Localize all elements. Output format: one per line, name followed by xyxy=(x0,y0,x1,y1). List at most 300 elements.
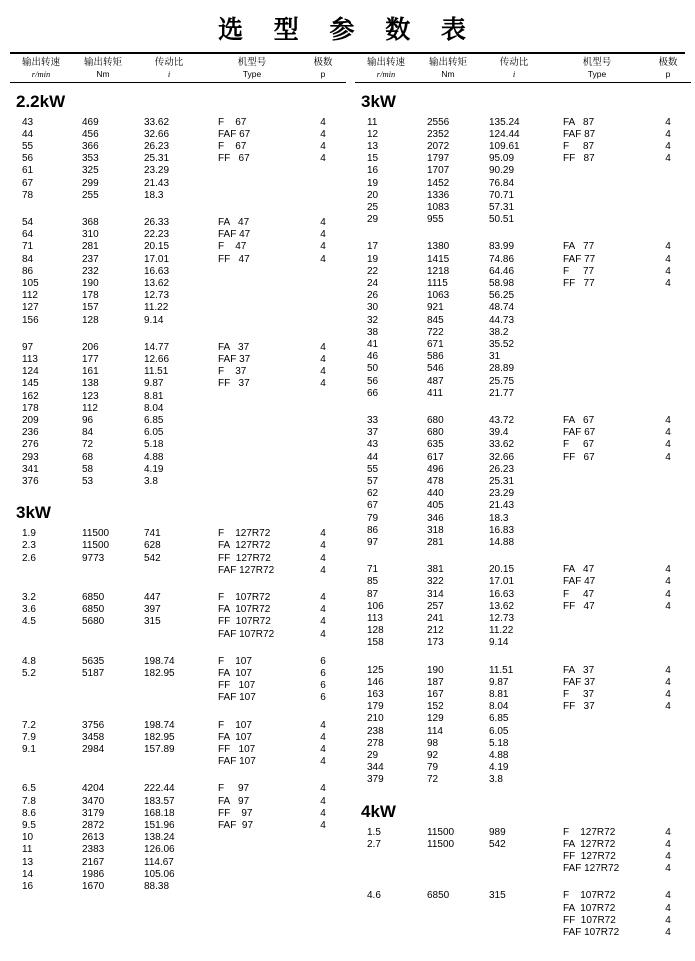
cell-poles: 4 xyxy=(665,128,671,140)
right-column xyxy=(355,54,691,945)
cell-output-torque: 237 xyxy=(82,253,99,265)
cell-output-speed: 124 xyxy=(22,366,39,378)
cell-output-speed: 13 xyxy=(367,140,379,152)
cell-output-torque: 92 xyxy=(427,750,439,762)
left-column xyxy=(10,54,346,945)
cell-poles xyxy=(645,537,691,549)
table-row xyxy=(355,464,691,476)
cell-ratio: 12.73 xyxy=(144,290,170,302)
cell-output-speed: 16 xyxy=(22,881,34,893)
cell-poles xyxy=(300,452,346,464)
cell-poles: 4 xyxy=(665,277,671,289)
cell-poles: 4 xyxy=(665,689,671,701)
cell-output-torque xyxy=(417,863,479,875)
cell-poles xyxy=(645,190,691,202)
cell-type: FAF 67 xyxy=(218,128,251,140)
cell-output-torque: 353 xyxy=(82,153,99,165)
cell-output-torque: 1218 xyxy=(427,265,450,277)
cell-output-torque: 2167 xyxy=(82,856,105,868)
table-row xyxy=(10,668,346,680)
cell-poles xyxy=(645,351,691,363)
cell-type: FF 107R72 xyxy=(218,616,271,628)
cell-ratio: 17.01 xyxy=(489,576,515,588)
cell-output-speed: 71 xyxy=(367,564,379,576)
cell-output-speed: 22 xyxy=(367,265,379,277)
cell-ratio: 6.05 xyxy=(144,427,164,439)
cell-output-torque: 3756 xyxy=(82,719,105,731)
table-row xyxy=(10,528,346,540)
cell-type: FA 87 xyxy=(563,116,595,128)
table-row xyxy=(355,576,691,588)
cell-ratio: 50.51 xyxy=(489,214,515,226)
cell-output-torque: 96 xyxy=(82,414,94,426)
cell-type xyxy=(549,525,645,537)
table-row xyxy=(10,744,346,756)
cell-type xyxy=(549,537,645,549)
cell-output-torque: 4204 xyxy=(82,783,105,795)
table-row xyxy=(355,129,691,141)
cell-ratio: 33.62 xyxy=(144,116,170,128)
spec-block xyxy=(10,342,346,494)
header-poles: 极数 p xyxy=(658,57,678,79)
cell-output-speed: 54 xyxy=(22,216,34,228)
cell-output-speed: 9.5 xyxy=(22,820,36,832)
cell-poles xyxy=(300,165,346,177)
header-output-torque: 输出转矩 Nm xyxy=(83,57,122,79)
cell-poles: 4 xyxy=(665,116,671,128)
cell-output-speed: 106 xyxy=(367,600,384,612)
cell-output-torque: 1063 xyxy=(427,290,450,302)
table-row xyxy=(10,178,346,190)
cell-output-torque: 635 xyxy=(427,439,444,451)
table-row xyxy=(10,302,346,314)
cell-poles: 4 xyxy=(320,744,326,756)
table-row xyxy=(355,762,691,774)
cell-output-speed: 113 xyxy=(367,613,383,625)
block-spacer xyxy=(10,711,346,720)
cell-output-speed: 2.3 xyxy=(22,540,36,552)
table-row xyxy=(355,513,691,525)
cell-output-torque: 123 xyxy=(82,390,99,402)
cell-output-torque: 98 xyxy=(427,737,439,749)
cell-output-speed: 7.8 xyxy=(22,795,36,807)
cell-poles: 4 xyxy=(665,265,671,277)
cell-ratio: 3.8 xyxy=(489,774,503,786)
cell-output-speed: 50 xyxy=(367,363,379,375)
cell-output-torque: 187 xyxy=(427,676,444,688)
cell-ratio: 12.66 xyxy=(144,353,170,365)
table-row xyxy=(355,701,691,713)
cell-output-speed: 293 xyxy=(22,451,39,463)
spec-block xyxy=(355,415,691,555)
block-spacer xyxy=(10,774,346,783)
cell-poles: 4 xyxy=(665,676,671,688)
cell-output-torque: 314 xyxy=(427,588,444,600)
cell-type: F 107R72 xyxy=(218,592,271,603)
table-row xyxy=(355,525,691,537)
table-row xyxy=(10,290,346,302)
cell-type xyxy=(204,439,300,451)
cell-output-speed: 97 xyxy=(22,341,34,353)
cell-ratio: 44.73 xyxy=(489,314,515,326)
table-row xyxy=(10,153,346,165)
header-type: 机型号 Type xyxy=(582,57,612,79)
cell-type xyxy=(549,476,645,488)
cell-output-torque: 173 xyxy=(427,637,444,649)
cell-type xyxy=(204,315,300,327)
cell-poles xyxy=(645,738,691,750)
table-row xyxy=(10,808,346,820)
cell-type: FF 107 xyxy=(218,680,256,692)
cell-poles: 4 xyxy=(665,890,671,902)
cell-poles xyxy=(300,290,346,302)
cell-poles: 4 xyxy=(320,353,326,365)
cell-type: F 97 xyxy=(218,783,250,795)
cell-ratio: 157.89 xyxy=(144,744,175,756)
table-row xyxy=(10,342,346,354)
cell-type: FA 107R72 xyxy=(563,902,616,914)
cell-output-torque: 3470 xyxy=(82,795,105,807)
cell-output-torque: 11500 xyxy=(82,540,110,552)
cell-output-speed: 86 xyxy=(22,265,34,277)
cell-poles: 4 xyxy=(320,628,326,640)
cell-poles: 6 xyxy=(320,692,326,704)
cell-output-speed: 10 xyxy=(22,832,34,844)
cell-output-speed: 78 xyxy=(22,189,34,201)
cell-type: F 47 xyxy=(218,241,247,253)
cell-output-speed: 57 xyxy=(367,475,379,487)
table-row xyxy=(10,129,346,141)
cell-ratio: 741 xyxy=(144,528,161,540)
cell-output-speed: 33 xyxy=(367,414,379,426)
cell-output-torque: 2556 xyxy=(427,116,450,128)
cell-poles: 4 xyxy=(665,576,671,588)
cell-poles xyxy=(300,278,346,290)
header-output-speed: 输出转速 r/min xyxy=(21,57,60,79)
cell-poles: 4 xyxy=(665,863,671,875)
cell-output-speed: 344 xyxy=(367,762,384,774)
power-group-title: 3kW xyxy=(16,503,51,523)
cell-output-torque: 11500 xyxy=(427,826,455,838)
cell-output-speed: 16 xyxy=(367,165,379,177)
cell-poles: 4 xyxy=(320,528,326,540)
cell-poles xyxy=(645,464,691,476)
cell-output-torque: 955 xyxy=(427,214,444,226)
cell-ratio xyxy=(479,851,549,863)
cell-ratio: 11.51 xyxy=(144,366,169,378)
cell-ratio: 542 xyxy=(144,552,161,564)
cell-output-speed: 43 xyxy=(22,116,34,128)
cell-output-speed xyxy=(10,756,72,768)
table-row xyxy=(355,415,691,427)
cell-type: FF 107 xyxy=(218,744,256,756)
cell-output-speed: 276 xyxy=(22,439,39,451)
cell-poles xyxy=(645,488,691,500)
table-row xyxy=(355,117,691,129)
cell-type xyxy=(204,427,300,439)
cell-poles xyxy=(645,327,691,339)
cell-output-torque: 161 xyxy=(82,366,99,378)
cell-type: FAF 77 xyxy=(563,253,596,265)
cell-type: FAF 47 xyxy=(563,576,596,588)
cell-poles xyxy=(645,774,691,786)
cell-poles xyxy=(645,388,691,400)
cell-type xyxy=(549,290,645,302)
cell-ratio: 109.61 xyxy=(489,140,520,152)
table-row xyxy=(355,363,691,375)
cell-ratio: 70.71 xyxy=(489,189,515,201)
table-row xyxy=(10,629,346,641)
cell-output-speed: 64 xyxy=(22,229,34,241)
table-row xyxy=(10,604,346,616)
table-row xyxy=(355,327,691,339)
cell-poles xyxy=(300,439,346,451)
cell-ratio: 64.46 xyxy=(489,265,515,277)
cell-output-torque: 167 xyxy=(427,689,444,701)
table-row xyxy=(10,141,346,153)
cell-poles: 4 xyxy=(320,216,326,228)
cell-output-torque: 232 xyxy=(82,265,99,277)
cell-output-torque xyxy=(72,565,134,577)
cell-output-speed: 156 xyxy=(22,314,39,326)
cell-poles: 4 xyxy=(665,826,671,838)
cell-poles xyxy=(300,403,346,415)
spec-block xyxy=(10,528,346,583)
cell-type: F 67 xyxy=(218,140,247,152)
cell-type xyxy=(204,832,300,844)
cell-type xyxy=(549,302,645,314)
cell-type xyxy=(549,190,645,202)
cell-ratio: 8.04 xyxy=(144,402,164,414)
cell-poles xyxy=(645,762,691,774)
table-row xyxy=(355,427,691,439)
cell-type xyxy=(204,302,300,314)
table-row xyxy=(10,881,346,893)
cell-output-torque: 366 xyxy=(82,140,99,152)
power-group-title: 2.2kW xyxy=(16,91,66,111)
table-row xyxy=(355,613,691,625)
cell-output-torque: 79 xyxy=(427,762,439,774)
cell-output-torque: 2072 xyxy=(427,140,450,152)
cell-ratio: 11.51 xyxy=(489,664,514,676)
cell-type xyxy=(549,726,645,738)
cell-type xyxy=(204,266,300,278)
cell-type xyxy=(204,165,300,177)
cell-type: FA 127R72 xyxy=(563,838,616,850)
cell-output-speed: 112 xyxy=(22,290,38,302)
cell-type: FAF 107 xyxy=(218,692,256,704)
cell-type: FF 87 xyxy=(563,153,595,165)
cell-type xyxy=(549,315,645,327)
table-row xyxy=(355,537,691,549)
cell-ratio: 74.86 xyxy=(489,253,515,265)
cell-output-torque: 1986 xyxy=(82,868,105,880)
block-spacer xyxy=(10,583,346,592)
cell-poles: 4 xyxy=(320,552,326,564)
cell-output-torque: 845 xyxy=(427,314,444,326)
cell-output-torque: 680 xyxy=(427,427,444,439)
cell-type: FA 47 xyxy=(218,216,250,228)
cell-poles: 4 xyxy=(320,616,326,628)
table-row xyxy=(355,726,691,738)
cell-output-torque: 1797 xyxy=(427,153,450,165)
cell-output-torque: 3458 xyxy=(82,731,105,743)
table-row xyxy=(355,827,691,839)
spec-block xyxy=(355,117,691,233)
cell-type: F 107R72 xyxy=(563,890,616,902)
cell-type xyxy=(549,713,645,725)
cell-type xyxy=(549,762,645,774)
cell-output-torque: 257 xyxy=(427,600,444,612)
cell-type xyxy=(204,391,300,403)
cell-output-speed xyxy=(355,915,417,927)
table-row xyxy=(10,415,346,427)
table-row xyxy=(10,439,346,451)
cell-output-speed xyxy=(10,565,72,577)
cell-ratio: 11.22 xyxy=(489,625,514,637)
cell-poles: 4 xyxy=(665,427,671,439)
cell-type xyxy=(549,613,645,625)
table-row xyxy=(355,476,691,488)
cell-ratio: 26.23 xyxy=(144,140,170,152)
spec-block xyxy=(355,827,691,882)
cell-type xyxy=(204,476,300,488)
cell-output-speed: 56 xyxy=(367,375,379,387)
cell-output-torque: 478 xyxy=(427,475,444,487)
cell-output-torque: 212 xyxy=(427,625,444,637)
left-table-header xyxy=(10,54,346,83)
table-row xyxy=(355,625,691,637)
cell-output-torque: 1380 xyxy=(427,241,450,253)
cell-ratio xyxy=(134,680,204,692)
table-row xyxy=(10,391,346,403)
cell-ratio: 6.85 xyxy=(489,713,509,725)
table-row xyxy=(10,190,346,202)
cell-poles xyxy=(300,391,346,403)
cell-output-torque: 487 xyxy=(427,375,444,387)
cell-ratio: 182.95 xyxy=(144,668,175,680)
cell-ratio: 83.99 xyxy=(489,241,515,253)
table-row xyxy=(10,857,346,869)
cell-poles xyxy=(645,363,691,375)
cell-output-speed: 5.2 xyxy=(22,668,36,680)
cell-poles: 4 xyxy=(320,341,326,353)
cell-output-torque: 671 xyxy=(427,338,444,350)
cell-output-torque: 11500 xyxy=(427,838,455,850)
cell-type xyxy=(549,513,645,525)
cell-poles: 4 xyxy=(320,241,326,253)
table-row xyxy=(10,783,346,795)
cell-output-speed: 86 xyxy=(367,524,379,536)
cell-poles xyxy=(645,513,691,525)
table-row xyxy=(355,903,691,915)
cell-ratio: 6.85 xyxy=(144,414,164,426)
cell-type: F 127R72 xyxy=(563,826,616,838)
cell-ratio: 32.66 xyxy=(144,128,170,140)
cell-poles: 4 xyxy=(665,414,671,426)
cell-output-speed: 20 xyxy=(367,189,379,201)
cell-poles: 4 xyxy=(665,588,671,600)
cell-output-torque: 1707 xyxy=(427,165,450,177)
cell-output-speed: 3.6 xyxy=(22,604,36,616)
cell-output-torque: 405 xyxy=(427,500,444,512)
cell-output-torque: 680 xyxy=(427,414,444,426)
table-row xyxy=(10,692,346,704)
cell-output-torque xyxy=(72,692,134,704)
cell-output-speed: 163 xyxy=(367,689,384,701)
cell-poles xyxy=(645,178,691,190)
cell-output-speed: 56 xyxy=(22,153,34,165)
table-row xyxy=(355,863,691,875)
spec-block xyxy=(10,720,346,775)
cell-output-torque: 496 xyxy=(427,463,444,475)
cell-poles: 4 xyxy=(320,795,326,807)
cell-output-torque: 255 xyxy=(82,189,99,201)
table-row xyxy=(355,302,691,314)
cell-output-torque: 128 xyxy=(82,314,99,326)
spec-block xyxy=(10,783,346,899)
cell-ratio: 4.19 xyxy=(489,762,509,774)
cell-output-torque: 546 xyxy=(427,363,444,375)
cell-output-speed: 3.2 xyxy=(22,592,36,603)
table-row xyxy=(10,820,346,832)
cell-type: F 127R72 xyxy=(218,528,271,540)
cell-poles: 4 xyxy=(320,807,326,819)
cell-type xyxy=(204,278,300,290)
cell-ratio: 12.73 xyxy=(489,613,515,625)
cell-ratio xyxy=(479,903,549,915)
cell-poles xyxy=(645,214,691,226)
cell-output-speed: 238 xyxy=(367,725,384,737)
spec-block xyxy=(355,890,691,945)
cell-output-torque: 190 xyxy=(427,664,444,676)
cell-type xyxy=(204,452,300,464)
cell-output-torque: 722 xyxy=(427,326,444,338)
cell-output-torque: 586 xyxy=(427,351,444,363)
cell-poles: 4 xyxy=(320,153,326,165)
cell-type xyxy=(549,178,645,190)
table-row xyxy=(10,565,346,577)
cell-poles: 4 xyxy=(665,914,671,926)
cell-type: F 77 xyxy=(563,265,595,277)
block-spacer xyxy=(355,232,691,241)
cell-ratio: 25.75 xyxy=(489,375,515,387)
cell-output-speed: 4.8 xyxy=(22,655,36,667)
spec-block xyxy=(10,117,346,208)
table-row xyxy=(355,677,691,689)
cell-poles xyxy=(645,713,691,725)
cell-ratio: 4.88 xyxy=(489,750,509,762)
cell-type xyxy=(549,363,645,375)
cell-type: FF 127R72 xyxy=(563,851,616,863)
cell-type: FAF 107 xyxy=(218,756,256,768)
table-row xyxy=(355,339,691,351)
cell-ratio: 4.88 xyxy=(144,451,164,463)
cell-output-torque: 6850 xyxy=(427,890,450,902)
cell-output-torque: 72 xyxy=(427,774,439,786)
cell-type: FF 37 xyxy=(218,378,250,390)
cell-ratio: 124.44 xyxy=(489,128,520,140)
cell-output-torque: 456 xyxy=(82,128,99,140)
cell-type xyxy=(204,290,300,302)
cell-output-speed: 7.9 xyxy=(22,731,36,743)
cell-ratio: 628 xyxy=(144,540,161,552)
cell-ratio: 18.3 xyxy=(144,189,164,201)
cell-ratio xyxy=(134,692,204,704)
cell-output-speed xyxy=(355,903,417,915)
cell-poles xyxy=(645,302,691,314)
cell-output-torque: 3179 xyxy=(82,807,105,819)
